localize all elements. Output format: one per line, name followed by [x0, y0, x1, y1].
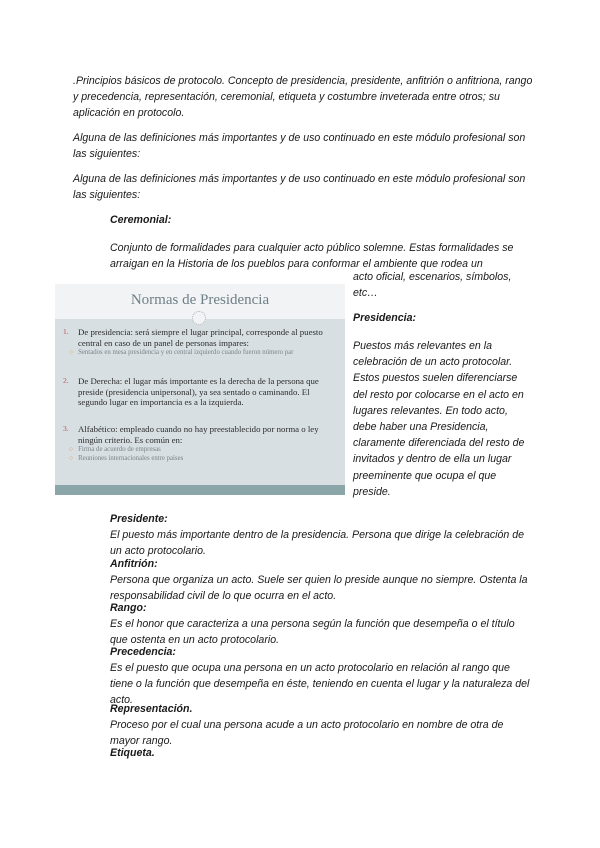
intro-paragraph-2: Alguna de las definiciones más importantes y de uso continuado en este módulo profesional son las siguientes:: [73, 132, 526, 160]
slide-item-number: 3.: [63, 424, 69, 433]
definition-term: Representación.: [110, 703, 193, 715]
slide-subitem: ○ Sentados en mesa presidencia y en central izquierdo cuando fueron número par: [69, 349, 294, 356]
ceremonial-heading: Ceremonial:: [110, 214, 172, 226]
slide-subitem: ○ Firma de acuerdo de empresas: [69, 446, 161, 453]
definition-text: El puesto más importante dentro de la presidencia. Persona que dirige la celebración de un acto protocolario.: [110, 529, 524, 557]
slide-normas-presidencia: [55, 284, 345, 495]
definition-term: Precedencia:: [110, 646, 176, 658]
slide-title: Normas de Presidencia: [130, 292, 270, 308]
definition-text: Es el puesto que ocupa una persona en un acto protocolario en relación al rango que tiene o la función que desempeña en éste, teniendo en cuenta el lugar y la naturaleza del acto.: [110, 662, 530, 706]
definition-term: Presidente:: [110, 513, 168, 525]
slide-item: [63, 376, 338, 408]
slide-item: [63, 424, 338, 445]
slide-subitem: ○ Reuniones internacionales entre países: [69, 455, 184, 462]
bullet-icon: ○: [69, 349, 74, 356]
ceremonial-body: Conjunto de formalidades para cualquier acto público solemne. Estas formalidades se arraigan en la Historia de los pueblos para conformar el ambiente que rodea un: [110, 242, 514, 270]
bullet-icon: ○: [69, 455, 74, 462]
definition-term: Etiqueta.: [110, 747, 155, 759]
definition-term: Anfitrión:: [110, 558, 158, 570]
slide-item: [63, 327, 338, 348]
definition-text: Es el honor que caracteriza a una persona según la función que desempeña o el título que ostenta en un acto protocolario.: [110, 618, 515, 646]
bullet-icon: ○: [69, 446, 74, 453]
slide-item-number: 2.: [63, 376, 69, 385]
ceremonial-body-continued: acto oficial, escenarios, símbolos, etc…: [353, 271, 512, 299]
definition-text: Proceso por el cual una persona acude a un acto protocolario en nombre de otra de mayor rango.: [110, 719, 504, 747]
circle-ornament-icon: [192, 311, 206, 325]
slide-item-number: 1.: [63, 327, 69, 336]
presidencia-heading: Presidencia:: [353, 312, 417, 324]
presidencia-body: Puestos más relevantes en la celebración de un acto protocolar. Estos puestos suelen diferenciarse del resto por colocarse en el acto en lugares relevantes. En todo acto, debe haber una Presidencia, claramente diferenciada del resto de invitados y dentro de ella un lugar preeminente que ocupa el que preside.: [353, 340, 525, 498]
definition-text: Persona que organiza un acto. Suele ser quien lo preside aunque no siempre. Ostenta la responsabilidad civil de lo que ocurra en el acto.: [110, 574, 528, 602]
intro-paragraph-1: .Principios básicos de protocolo. Concepto de presidencia, presidente, anfitrión o anfitriona, rango y precedencia, representación, ceremonial, etiqueta y costumbre inveterada entre otros; su aplicación en protocolo.: [73, 75, 533, 119]
slide-item-text: Alfabético: empleado cuando no hay preestablecido por norma o ley ningún criterio. Es común en:: [78, 424, 319, 445]
definition-term: Rango:: [110, 602, 147, 614]
slide-item-text: De Derecha: el lugar más importante es la derecha de la persona que preside (presidencia unipersonal), ya sea sentado o caminando. El segundo lugar en importancia es a la izquierda.: [78, 376, 319, 407]
intro-paragraph-3: Alguna de las definiciones más importantes y de uso continuado en este módulo profesional son las siguientes:: [73, 173, 526, 201]
slide-item-text: De presidencia: será siempre el lugar principal, corresponde al puesto central en caso de un panel de personas impares:: [78, 327, 323, 348]
slide-footer-band: [55, 485, 345, 495]
